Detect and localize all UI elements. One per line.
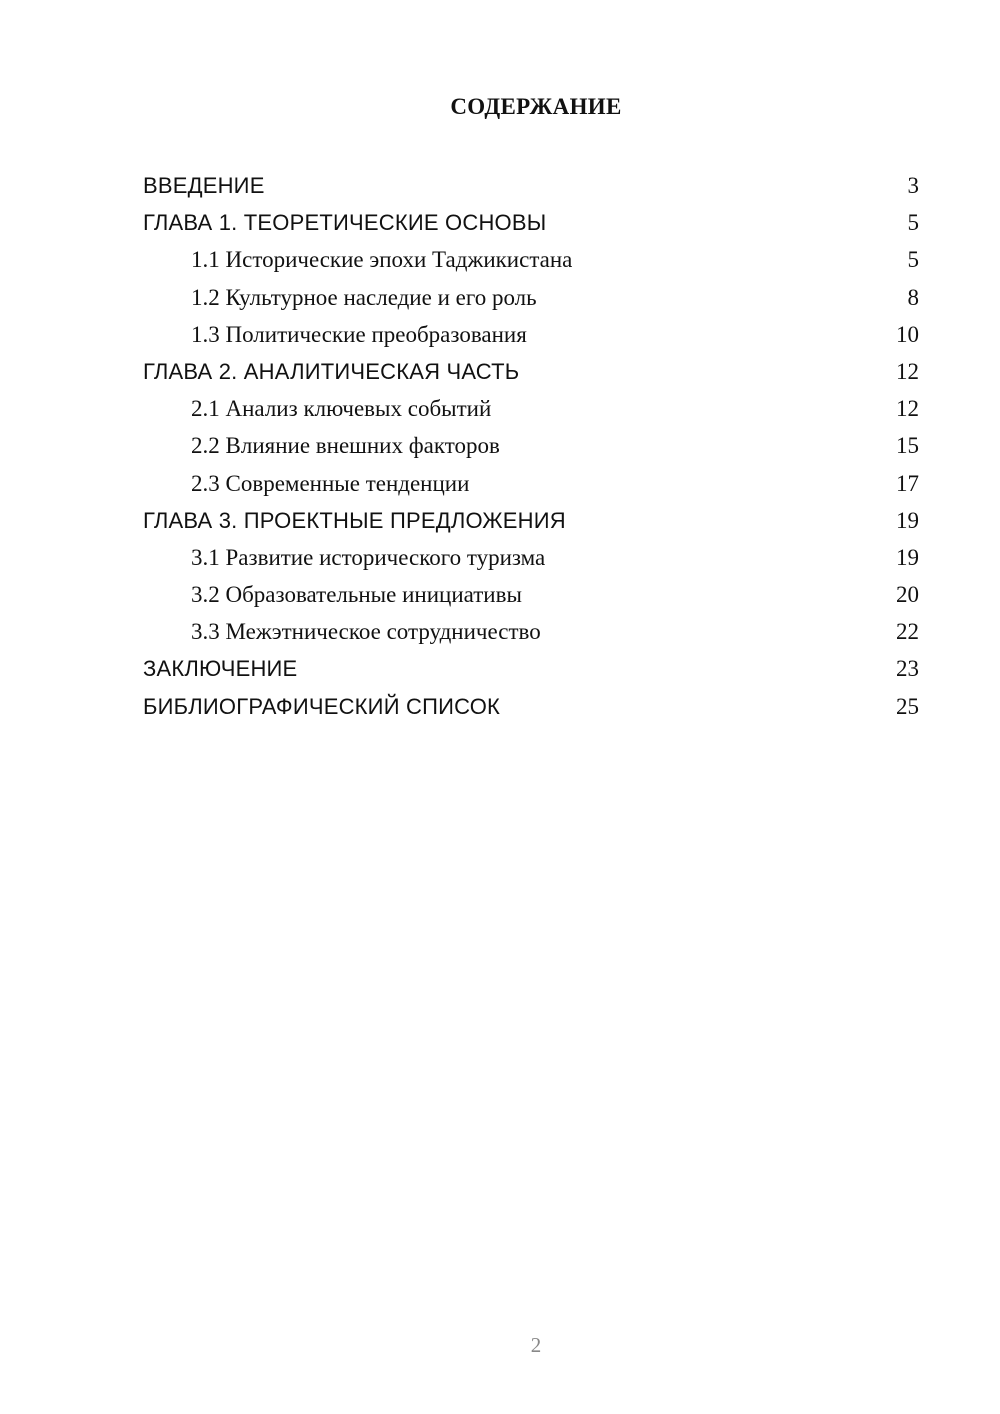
- toc-entry-page: 3: [907, 173, 919, 198]
- toc-entry: [143, 650, 919, 687]
- toc-subentry: [143, 241, 919, 278]
- toc-entry-label: ЗАКЛЮЧЕНИЕ: [143, 656, 298, 682]
- toc-entry-page: 25: [896, 693, 919, 719]
- toc-entry-label: ВВЕДЕНИЕ: [143, 173, 265, 198]
- toc-entry-label: 3.1 Развитие исторического туризма: [191, 544, 546, 570]
- toc-entry-page: 8: [907, 284, 919, 310]
- toc-entry: [143, 502, 919, 539]
- toc-subentry: [143, 576, 919, 613]
- toc-entry-label: ГЛАВА 2. АНАЛИТИЧЕСКАЯ ЧАСТЬ: [143, 358, 520, 384]
- toc-entry: [143, 688, 919, 725]
- toc-entry-label: 2.1 Анализ ключевых событий: [191, 396, 492, 422]
- toc-entry-page: 5: [907, 247, 919, 273]
- page-title: СОДЕРЖАНИЕ: [450, 94, 622, 119]
- toc-entry: [143, 353, 919, 390]
- toc-entry-page: 23: [896, 656, 919, 682]
- toc-subentry: [143, 390, 919, 427]
- toc-subentry: [143, 316, 919, 353]
- toc-entry-page: 19: [896, 507, 919, 533]
- page-number: 2: [530, 1333, 542, 1357]
- toc-entry-label: 1.1 Исторические эпохи Таджикистана: [191, 247, 573, 273]
- toc-entry: [143, 167, 919, 204]
- toc-entry-label: БИБЛИОГРАФИЧЕСКИЙ СПИСОК: [143, 693, 501, 719]
- toc-entry-label: 3.3 Межэтническое сотрудничество: [191, 619, 541, 645]
- toc-entry-page: 5: [907, 210, 919, 236]
- toc-subentry: [143, 539, 919, 576]
- table-of-contents: [143, 167, 919, 725]
- toc-entry-label: 2.3 Современные тенденции: [191, 470, 470, 496]
- toc-entry-page: 22: [896, 619, 919, 645]
- toc-entry: [143, 204, 919, 241]
- toc-entry-page: 12: [896, 396, 919, 422]
- toc-entry-label: 1.2 Культурное наследие и его роль: [191, 284, 537, 310]
- toc-entry-page: 10: [896, 321, 919, 347]
- toc-subentry: [143, 465, 919, 502]
- toc-subentry: [143, 613, 919, 650]
- toc-entry-page: 17: [896, 470, 919, 496]
- toc-entry-label: 3.2 Образовательные инициативы: [191, 582, 522, 608]
- toc-subentry: [143, 279, 919, 316]
- toc-entry-page: 20: [896, 582, 919, 608]
- toc-entry-label: 1.3 Политические преобразования: [191, 321, 527, 347]
- toc-entry-page: 12: [896, 358, 919, 384]
- toc-entry-page: 19: [896, 544, 919, 570]
- toc-entry-page: 15: [896, 433, 919, 459]
- toc-entry-label: ГЛАВА 1. ТЕОРЕТИЧЕСКИЕ ОСНОВЫ: [143, 210, 547, 236]
- toc-entry-label: 2.2 Влияние внешних факторов: [191, 433, 500, 459]
- toc-entry-label: ГЛАВА 3. ПРОЕКТНЫЕ ПРЕДЛОЖЕНИЯ: [143, 507, 566, 533]
- toc-subentry: [143, 427, 919, 464]
